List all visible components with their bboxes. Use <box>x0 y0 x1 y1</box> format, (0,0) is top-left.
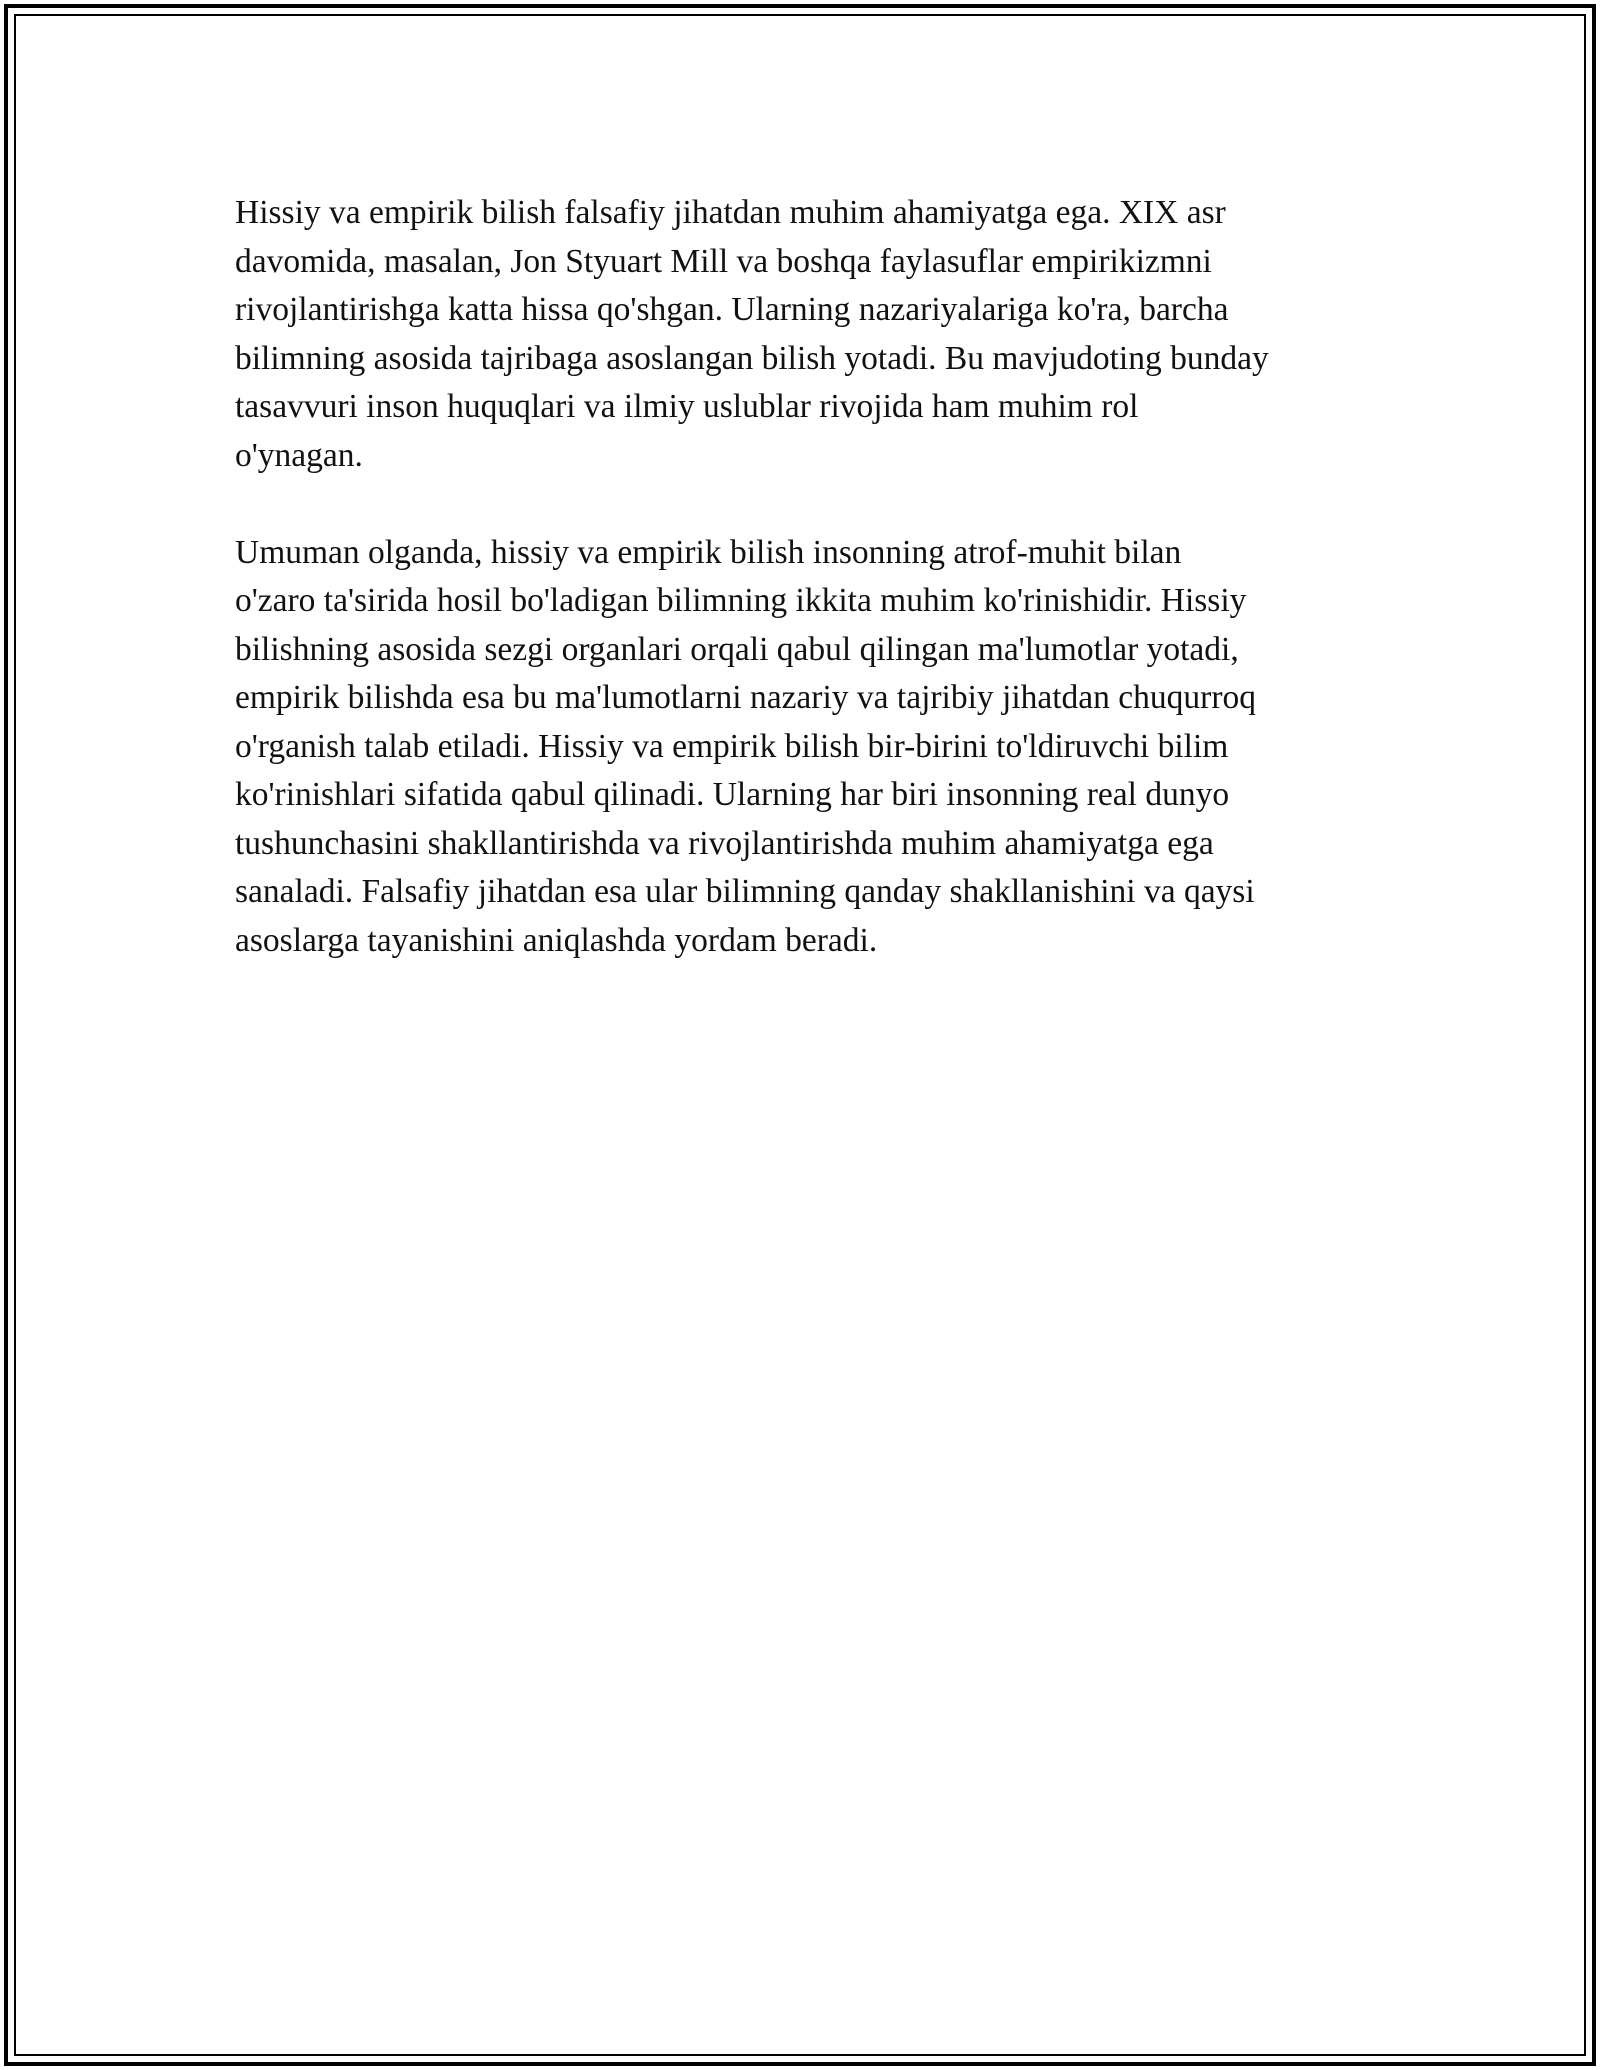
paragraph-2: Umuman olganda, hissiy va empirik bilish insonning atrof-muhit bilan o'zaro ta'sirida hosil bo'ladigan bilimning ikkita muhim ko'rinishidir. Hissiy bilishning asosida sezgi organlari orqali qabul qilingan ma'lumotlar yotadi, empirik bilishda esa bu ma'lumotlarni nazariy va tajribiy jihatdan chuqurroq o'rganish talab etiladi. Hissiy va empirik bilish bir-birini to'ldiruvchi bilim ko'rinishlari sifatida qabul qilinadi. Ularning har biri insonning real dunyo tushunchasini shakllantirishda va rivojlantirishda muhim ahamiyatga ega sanaladi. Falsafiy jihatdan esa ular bilimning qanday shakllanishini va qaysi asoslarga tayanishini aniqlashda yordam beradi. <box>235 533 1256 959</box>
document-body <box>235 189 1385 1014</box>
paragraph-1: Hissiy va empirik bilish falsafiy jihatdan muhim ahamiyatga ega. XIX asr davomida, masalan, Jon Styuart Mill va boshqa faylasuflar empirikizmni rivojlantirishga katta hissa qo'shgan. Ularning nazariyalariga ko'ra, barcha bilimning asosida tajribaga asoslangan bilish yotadi. Bu mavjudoting bunday tasavvuri inson huquqlari va ilmiy uslublar rivojida ham muhim rol o'ynagan. <box>235 194 1269 474</box>
